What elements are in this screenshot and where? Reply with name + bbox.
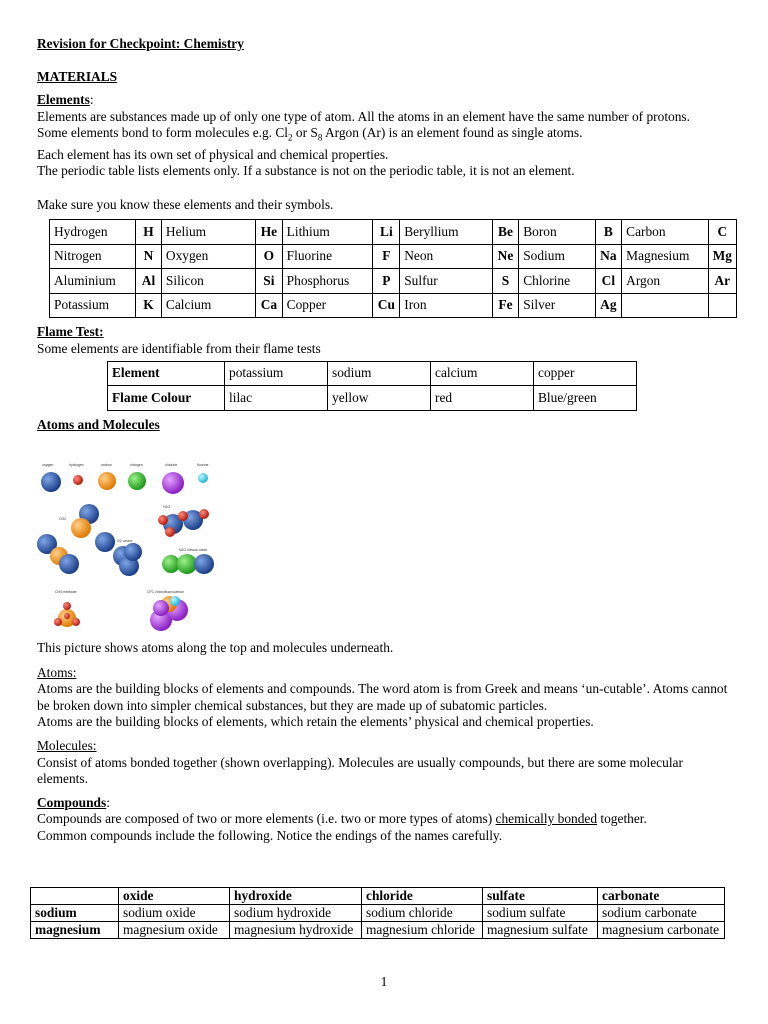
compounds-cell: magnesium oxide — [119, 922, 230, 939]
compounds-cell: sodium carbonate — [598, 905, 725, 922]
flame-test-intro: Some elements are identifiable from their flame tests — [37, 341, 321, 357]
compounds-cell: magnesium — [31, 922, 119, 939]
element-name: Magnesium — [622, 244, 708, 269]
molecule-atom — [54, 618, 62, 626]
compounds-header: sulfate — [483, 888, 598, 905]
flame-element: calcium — [431, 361, 534, 386]
compounds-line-2: Common compounds include the following. Notice the endings of the names carefully. — [37, 827, 503, 843]
flame-colour: yellow — [328, 386, 431, 411]
molecule-atom — [72, 618, 80, 626]
element-symbol: Ag — [595, 293, 622, 318]
label-h2o: H2O — [163, 505, 171, 509]
element-symbol: Mg — [708, 244, 736, 269]
atom-oxygen — [41, 472, 61, 492]
element-symbol: N — [136, 244, 162, 269]
molecule-atom — [63, 602, 71, 610]
compounds-header: carbonate — [598, 888, 725, 905]
cl-subscript: 2 — [288, 133, 293, 144]
molecule-atom — [158, 515, 168, 525]
label-fluorine: fluorine — [197, 463, 209, 467]
label-hydrogen: hydrogen — [69, 463, 84, 467]
atoms-heading: Atoms: — [37, 664, 77, 680]
element-name: Carbon — [622, 220, 708, 245]
atom-nitrogen — [128, 472, 146, 490]
molecule-atom — [194, 554, 214, 574]
elements-table-row — [50, 269, 737, 294]
compounds-header: hydroxide — [230, 888, 362, 905]
element-name: Chlorine — [519, 269, 595, 294]
elements-heading-colon: : — [89, 92, 94, 108]
elements-line-2 — [37, 125, 737, 146]
atom-hydrogen — [73, 475, 83, 485]
label-cfc: CFC chlorofluorocarbon — [147, 590, 185, 594]
compounds-cell: magnesium chloride — [362, 922, 483, 939]
element-name: Fluorine — [282, 244, 373, 269]
element-name: Hydrogen — [50, 220, 136, 245]
compounds-line-1 — [37, 811, 737, 828]
element-symbol: H — [136, 220, 162, 245]
element-name — [622, 293, 708, 318]
lower-section — [37, 640, 737, 845]
element-symbol — [708, 293, 736, 318]
elements-line-3: Each element has its own set of physical and chemical properties. — [37, 146, 389, 162]
compounds-cell: magnesium hydroxide — [230, 922, 362, 939]
element-symbol: Cu — [373, 293, 400, 318]
compounds-row-sodium — [31, 905, 725, 922]
compounds-line-1-ul: chemically bonded — [495, 811, 598, 827]
molecule-atom — [64, 613, 70, 619]
element-symbol: Be — [492, 220, 518, 245]
flame-test-heading: Flame Test: — [37, 324, 104, 340]
page-number: 1 — [380, 974, 388, 989]
element-symbol: Ar — [708, 269, 736, 294]
label-o2: O2 ozone — [117, 539, 133, 543]
flame-test-table — [107, 361, 637, 411]
atoms-line-1: Atoms are the building blocks of elements and compounds. The word atom is from Greek and means ‘un-cutable’. Atoms cannot be broken down into simpler chemical substances, but they are made up of subatomic particles. — [37, 681, 728, 713]
atom-fluorine — [198, 473, 208, 483]
label-n2o: N2O nitrous oxide — [179, 548, 208, 552]
label-carbon: carbon — [101, 463, 112, 467]
molecule-atom — [199, 509, 209, 519]
element-symbol: Cl — [595, 269, 622, 294]
molecule-atom — [153, 600, 169, 616]
label-oxygen: oxygen — [42, 463, 54, 467]
section-heading-materials: MATERIALS — [37, 68, 118, 84]
compounds-header: oxide — [119, 888, 230, 905]
compounds-line-1-a: Compounds are composed of two or more elements (i.e. two or more types of atoms) — [37, 811, 496, 827]
elements-table-row — [50, 220, 737, 245]
compounds-row-magnesium — [31, 922, 725, 939]
compounds-line-1-b: together. — [597, 811, 647, 827]
element-name: Silver — [519, 293, 595, 318]
elements-line-2-b: or S — [292, 125, 318, 141]
element-symbol: P — [373, 269, 400, 294]
label-chlorine: chlorine — [165, 463, 178, 467]
page-title: Revision for Checkpoint: Chemistry — [37, 36, 244, 51]
element-name: Phosphorus — [282, 269, 373, 294]
element-name: Nitrogen — [50, 244, 136, 269]
flame-colour: Blue/green — [534, 386, 637, 411]
element-symbol: Ca — [256, 293, 283, 318]
atoms-molecules-heading: Atoms and Molecules — [37, 416, 160, 432]
molecule-diagram — [37, 458, 223, 636]
compounds-cell: magnesium sulfate — [483, 922, 598, 939]
element-symbol: C — [708, 220, 736, 245]
molecules-line-1: Consist of atoms bonded together (shown overlapping). Molecules are usually compounds, but there are some molecular elements. — [37, 754, 683, 787]
compounds-heading-text: Compounds — [37, 794, 107, 810]
element-name: Lithium — [282, 220, 373, 245]
element-name: Neon — [400, 244, 493, 269]
element-symbol: Ne — [492, 244, 518, 269]
element-symbol: Si — [256, 269, 283, 294]
element-name: Argon — [622, 269, 708, 294]
element-symbol: O — [256, 244, 283, 269]
element-symbol: K — [136, 293, 162, 318]
element-symbol: Li — [373, 220, 400, 245]
elements-table-row — [50, 293, 737, 318]
element-name: Potassium — [50, 293, 136, 318]
molecule-atom — [95, 532, 115, 552]
flame-colour: red — [431, 386, 534, 411]
compounds-cell: magnesium carbonate — [598, 922, 725, 939]
compounds-header-row — [31, 888, 725, 905]
compounds-heading-colon: : — [106, 794, 110, 810]
atom-carbon — [98, 472, 116, 490]
element-name: Sulfur — [400, 269, 493, 294]
elements-table — [49, 219, 737, 318]
element-symbol: Al — [136, 269, 162, 294]
elements-line-4: The periodic table lists elements only. If a substance is not on the periodic table, it is not an element. — [37, 163, 575, 179]
label-ch4: CH4 methane — [55, 590, 77, 594]
flame-element: potassium — [225, 361, 328, 386]
element-name: Oxygen — [161, 244, 255, 269]
s-subscript: 8 — [317, 133, 323, 144]
compounds-cell: sodium sulfate — [483, 905, 598, 922]
flame-element: copper — [534, 361, 637, 386]
molecule-atom — [170, 596, 180, 606]
compounds-cell: sodium hydroxide — [230, 905, 362, 922]
element-symbol: He — [256, 220, 283, 245]
document-page — [37, 36, 737, 433]
elements-table-row — [50, 244, 737, 269]
element-name: Calcium — [161, 293, 255, 318]
element-name: Iron — [400, 293, 493, 318]
elements-line-2-c: Argon (Ar) is an element found as single atoms. — [322, 125, 583, 141]
elements-table-intro: Make sure you know these elements and their symbols. — [37, 196, 334, 212]
molecule-atom — [165, 527, 175, 537]
elements-line-2-a: Some elements bond to form molecules e.g. Cl — [37, 125, 289, 141]
compounds-cell: sodium — [31, 905, 119, 922]
flame-row-colour — [108, 386, 637, 411]
atoms-molecules-illustration — [37, 458, 223, 636]
element-name: Boron — [519, 220, 595, 245]
elements-heading — [37, 92, 737, 109]
element-symbol: Fe — [492, 293, 518, 318]
atom-chlorine — [162, 472, 184, 494]
molecules-heading: Molecules: — [37, 737, 97, 753]
elements-line-1: Elements are substances made up of only one type of atom. All the atoms in an element have the same number of protons. — [37, 108, 690, 124]
compounds-cell: sodium oxide — [119, 905, 230, 922]
molecule-atom — [71, 518, 91, 538]
illustration-caption: This picture shows atoms along the top and molecules underneath. — [37, 640, 394, 655]
elements-heading-text: Elements — [37, 92, 90, 108]
flame-colour-label: Flame Colour — [108, 386, 225, 411]
label-co2: CO2 — [59, 517, 67, 521]
compounds-cell: sodium chloride — [362, 905, 483, 922]
flame-colour: lilac — [225, 386, 328, 411]
molecule-atom — [59, 554, 79, 574]
flame-element: sodium — [328, 361, 431, 386]
element-name: Aluminium — [50, 269, 136, 294]
element-name: Silicon — [161, 269, 255, 294]
element-symbol: Na — [595, 244, 622, 269]
atoms-line-2: Atoms are the building blocks of elements, which retain the elements’ physical and chemical properties. — [37, 714, 594, 730]
compounds-table — [30, 887, 725, 939]
compounds-header: chloride — [362, 888, 483, 905]
compounds-header — [31, 888, 119, 905]
compounds-heading — [37, 795, 737, 812]
element-name: Sodium — [519, 244, 595, 269]
element-symbol: B — [595, 220, 622, 245]
label-nitrogen: nitrogen — [130, 463, 143, 467]
element-symbol: S — [492, 269, 518, 294]
element-name: Beryllium — [400, 220, 493, 245]
element-symbol: F — [373, 244, 400, 269]
flame-element-label: Element — [108, 361, 225, 386]
flame-row-element — [108, 361, 637, 386]
element-name: Copper — [282, 293, 373, 318]
element-name: Helium — [161, 220, 255, 245]
molecule-atom — [124, 543, 142, 561]
molecule-atom — [178, 511, 188, 521]
